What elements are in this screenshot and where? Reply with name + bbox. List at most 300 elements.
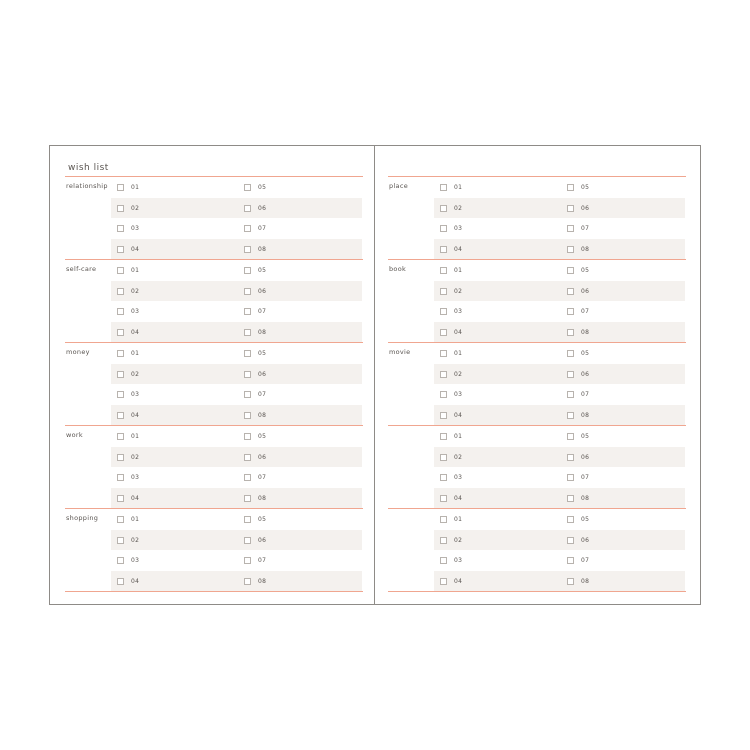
item-number: 01 [131,266,140,274]
checkbox[interactable] [440,454,447,461]
checkbox[interactable] [567,205,574,212]
item-number: 01 [131,515,140,523]
item-number: 08 [258,245,267,253]
list-row [434,447,685,468]
list-item [238,447,362,468]
list-item [434,426,558,447]
page-spine [374,145,375,605]
list-item [111,322,235,343]
item-number: 08 [258,494,267,502]
item-number: 08 [581,411,590,419]
item-number: 05 [581,349,590,357]
item-number: 03 [454,391,463,399]
checkbox[interactable] [244,350,251,357]
item-number: 01 [454,183,463,191]
item-number: 02 [454,370,463,378]
checkbox[interactable] [440,350,447,357]
list-row [111,550,362,571]
checkbox[interactable] [440,205,447,212]
list-item [238,198,362,219]
list-item [238,571,362,592]
checkbox[interactable] [567,516,574,523]
list-row [111,218,362,239]
list-item [111,467,235,488]
list-row [434,301,685,322]
item-number: 06 [581,536,590,544]
checkbox[interactable] [567,371,574,378]
list-item [111,343,235,364]
section-relationship [65,177,363,260]
checkbox[interactable] [567,308,574,315]
list-item [111,550,235,571]
checkbox[interactable] [244,537,251,544]
list-item [561,364,685,385]
checkbox[interactable] [244,412,251,419]
checkbox[interactable] [117,433,124,440]
list-item [238,509,362,530]
checkbox[interactable] [117,246,124,253]
checkbox[interactable] [440,495,447,502]
checkbox[interactable] [117,412,124,419]
list-item [434,509,558,530]
checkbox[interactable] [117,308,124,315]
item-number: 05 [258,183,267,191]
list-item [434,405,558,426]
list-item [434,530,558,551]
checkbox[interactable] [244,371,251,378]
checkbox[interactable] [244,454,251,461]
list-row [434,426,685,447]
list-item [111,364,235,385]
checkbox[interactable] [567,454,574,461]
item-number: 06 [581,453,590,461]
item-number: 07 [581,474,590,482]
checkbox[interactable] [117,537,124,544]
list-item [434,571,558,592]
checkbox[interactable] [567,474,574,481]
list-item [434,322,558,343]
checkbox[interactable] [440,412,447,419]
item-number: 02 [454,536,463,544]
list-item [238,467,362,488]
item-number: 01 [454,266,463,274]
checkbox[interactable] [244,578,251,585]
checkbox[interactable] [567,225,574,232]
section-place [388,177,686,260]
list-item [561,281,685,302]
list-row [111,198,362,219]
checkbox[interactable] [440,308,447,315]
list-item [561,426,685,447]
list-item [238,405,362,426]
checkbox[interactable] [440,288,447,295]
item-number: 06 [258,536,267,544]
checkbox[interactable] [117,474,124,481]
item-number: 04 [454,411,463,419]
item-number: 07 [258,308,267,316]
item-number: 06 [258,453,267,461]
list-item [561,301,685,322]
item-number: 02 [454,204,463,212]
list-item [434,301,558,322]
item-number: 05 [258,349,267,357]
item-number: 03 [454,557,463,565]
checkbox[interactable] [567,267,574,274]
item-number: 07 [581,557,590,565]
list-item [561,177,685,198]
list-item [561,343,685,364]
list-row [111,384,362,405]
notebook-spread [49,145,701,605]
item-number: 04 [131,494,140,502]
checkbox[interactable] [117,267,124,274]
section-label: self-care [66,265,97,273]
list-row [111,571,362,592]
item-number: 07 [258,474,267,482]
list-item [238,281,362,302]
list-item [111,218,235,239]
checkbox[interactable] [440,557,447,564]
checkbox[interactable] [117,329,124,336]
item-number: 07 [581,225,590,233]
checkbox[interactable] [567,557,574,564]
section-rule [65,591,363,592]
item-number: 01 [454,432,463,440]
item-number: 06 [258,204,267,212]
item-number: 03 [131,225,140,233]
list-item [111,281,235,302]
list-item [434,239,558,260]
checkbox[interactable] [117,454,124,461]
item-number: 02 [131,370,140,378]
list-item [434,447,558,468]
list-row [111,260,362,281]
list-row [434,364,685,385]
item-number: 05 [258,266,267,274]
checkbox[interactable] [244,495,251,502]
checkbox[interactable] [440,267,447,274]
checkbox[interactable] [117,391,124,398]
checkbox[interactable] [117,516,124,523]
section-work [65,426,363,509]
list-item [238,488,362,509]
list-row [111,281,362,302]
list-item [434,364,558,385]
item-number: 02 [454,453,463,461]
checkbox[interactable] [244,391,251,398]
list-item [111,239,235,260]
section-rule [388,591,686,592]
list-item [561,530,685,551]
page-title: wish list [68,163,109,173]
item-number: 03 [131,557,140,565]
list-row [434,384,685,405]
list-row [434,198,685,219]
checkbox[interactable] [440,391,447,398]
section-shopping [65,509,363,592]
item-number: 03 [454,225,463,233]
list-item [111,198,235,219]
item-number: 03 [131,474,140,482]
item-number: 06 [581,287,590,295]
checkbox[interactable] [117,288,124,295]
checkbox[interactable] [440,474,447,481]
item-number: 03 [454,474,463,482]
item-number: 07 [581,391,590,399]
item-number: 03 [454,308,463,316]
checkbox[interactable] [117,225,124,232]
list-item [111,301,235,322]
list-item [238,384,362,405]
section-money [65,343,363,426]
list-row [434,571,685,592]
checkbox[interactable] [440,184,447,191]
checkbox[interactable] [244,184,251,191]
item-number: 08 [258,411,267,419]
checkbox[interactable] [117,371,124,378]
item-number: 08 [258,328,267,336]
list-row [434,488,685,509]
checkbox[interactable] [440,329,447,336]
item-number: 05 [581,432,590,440]
checkbox[interactable] [567,391,574,398]
item-number: 05 [581,183,590,191]
checkbox[interactable] [244,308,251,315]
list-item [238,550,362,571]
checkbox[interactable] [567,288,574,295]
checkbox[interactable] [244,288,251,295]
list-item [111,447,235,468]
list-item [434,550,558,571]
checkbox[interactable] [440,516,447,523]
item-number: 01 [131,432,140,440]
checkbox[interactable] [567,184,574,191]
item-number: 04 [454,577,463,585]
list-item [238,301,362,322]
list-row [434,467,685,488]
list-item [561,509,685,530]
section-label: book [389,265,407,273]
item-number: 07 [258,225,267,233]
checkbox[interactable] [117,205,124,212]
checkbox[interactable] [244,474,251,481]
list-row [111,405,362,426]
list-row [434,509,685,530]
checkbox[interactable] [567,412,574,419]
section-label: shopping [66,514,99,522]
list-row [434,550,685,571]
list-row [111,239,362,260]
list-row [111,447,362,468]
list-item [561,550,685,571]
checkbox[interactable] [244,329,251,336]
checkbox[interactable] [244,205,251,212]
checkbox[interactable] [440,578,447,585]
checkbox[interactable] [567,246,574,253]
section-label: work [66,431,83,439]
list-item [111,260,235,281]
section-unlabeled-3 [388,426,686,509]
item-number: 06 [581,370,590,378]
checkbox[interactable] [117,184,124,191]
item-number: 03 [131,308,140,316]
list-item [111,530,235,551]
list-item [111,177,235,198]
item-number: 07 [581,308,590,316]
checkbox[interactable] [440,433,447,440]
item-number: 02 [454,287,463,295]
list-item [111,426,235,447]
list-item [434,281,558,302]
list-row [434,218,685,239]
section-label: money [66,348,90,356]
list-row [111,364,362,385]
list-row [111,488,362,509]
checkbox[interactable] [567,578,574,585]
list-item [561,218,685,239]
item-number: 01 [131,349,140,357]
list-row [434,239,685,260]
item-number: 04 [131,328,140,336]
item-number: 02 [131,287,140,295]
item-number: 07 [258,557,267,565]
list-row [434,177,685,198]
item-number: 04 [454,328,463,336]
section-movie [388,343,686,426]
item-number: 05 [581,266,590,274]
item-number: 06 [581,204,590,212]
list-item [561,488,685,509]
list-item [238,177,362,198]
list-row [111,509,362,530]
item-number: 08 [581,245,590,253]
checkbox[interactable] [244,246,251,253]
item-number: 02 [131,536,140,544]
list-item [434,198,558,219]
item-number: 03 [131,391,140,399]
list-item [561,571,685,592]
list-item [111,571,235,592]
list-row [434,405,685,426]
section-unlabeled-4 [388,509,686,592]
checkbox[interactable] [117,557,124,564]
section-label: relationship [66,182,108,190]
list-item [238,218,362,239]
list-item [434,218,558,239]
section-label: place [389,182,408,190]
list-row [111,426,362,447]
section-book [388,260,686,343]
item-number: 08 [258,577,267,585]
list-item [561,322,685,343]
checkbox[interactable] [567,495,574,502]
right-page [388,146,686,604]
checkbox[interactable] [440,371,447,378]
checkbox[interactable] [567,433,574,440]
list-row [434,322,685,343]
list-item [561,384,685,405]
list-row [111,322,362,343]
item-number: 08 [581,494,590,502]
item-number: 05 [581,515,590,523]
item-number: 08 [581,577,590,585]
list-item [238,364,362,385]
list-item [561,260,685,281]
checkbox[interactable] [440,225,447,232]
list-item [561,405,685,426]
list-item [111,509,235,530]
list-item [434,384,558,405]
checkbox[interactable] [567,329,574,336]
list-item [561,198,685,219]
list-row [111,301,362,322]
left-page [65,146,363,604]
checkbox[interactable] [567,537,574,544]
list-item [561,467,685,488]
checkbox[interactable] [440,537,447,544]
list-row [434,343,685,364]
item-number: 05 [258,515,267,523]
list-item [561,447,685,468]
item-number: 06 [258,287,267,295]
checkbox[interactable] [244,433,251,440]
list-row [434,260,685,281]
list-item [434,467,558,488]
item-number: 01 [131,183,140,191]
item-number: 02 [131,453,140,461]
list-item [238,426,362,447]
checkbox[interactable] [244,225,251,232]
item-number: 04 [131,577,140,585]
list-row [111,177,362,198]
list-row [434,281,685,302]
list-item [434,343,558,364]
list-item [238,530,362,551]
list-item [434,260,558,281]
list-item [434,177,558,198]
item-number: 01 [454,515,463,523]
checkbox[interactable] [440,246,447,253]
list-row [111,467,362,488]
list-item [238,322,362,343]
item-number: 02 [131,204,140,212]
list-item [238,343,362,364]
checkbox[interactable] [244,267,251,274]
checkbox[interactable] [244,557,251,564]
item-number: 04 [131,411,140,419]
item-number: 04 [454,245,463,253]
item-number: 04 [454,494,463,502]
list-row [434,530,685,551]
list-item [111,488,235,509]
list-item [111,405,235,426]
list-row [111,530,362,551]
list-item [238,239,362,260]
list-item [238,260,362,281]
list-item [434,488,558,509]
checkbox[interactable] [117,350,124,357]
list-item [111,384,235,405]
item-number: 04 [131,245,140,253]
checkbox[interactable] [244,516,251,523]
checkbox[interactable] [117,495,124,502]
section-self-care [65,260,363,343]
checkbox[interactable] [117,578,124,585]
item-number: 08 [581,328,590,336]
list-item [561,239,685,260]
checkbox[interactable] [567,350,574,357]
item-number: 06 [258,370,267,378]
